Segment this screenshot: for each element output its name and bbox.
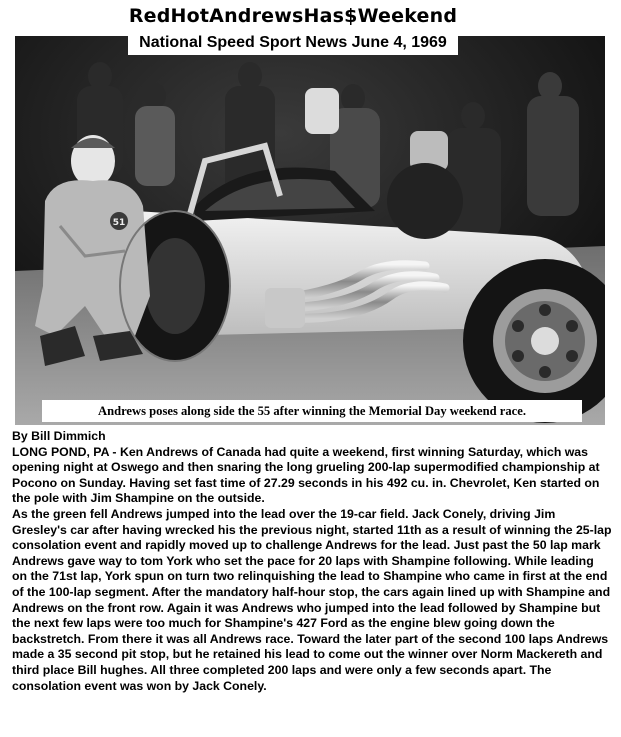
photo-illustration xyxy=(15,36,605,425)
race-photo xyxy=(15,36,605,425)
byline: By Bill Dimmich xyxy=(12,429,106,443)
article-paragraph: As the green fell Andrews jumped into the lead over the 19-car field. Jack Conely, driving Jim Gresley's car after having wrecked his the previous night, started 11th as a result of winning the 25-lap consolation event and rapidly moved up to challenge Andrews for the lead. Just past the 50 lap mark Andrews gave way to tom York who set the pace for 20 laps with Shampine following. While leading on the 71st lap, York spun on turn two relinquishing the lead to Shampine who came in first at the end of the 100-lap segment. After the mandatory half-hour stop, the cars again lined up with Shampine and Andrews on the front row. Again it was Andrews who jumped into the lead followed by Shampine but the next few laps were too much for Shampine's 427 Ford as the engine blew going down the backstretch. From there it was all Andrews race. Toward the later part of the second 100 laps Andrews made a 35 second pit stop, but he retained his lead to come out the winner over Norm Mackereth and third place Bill hughes. All three completed 200 laps and were only a few seconds apart. The consolation event was won by Jack Conely. xyxy=(12,506,612,693)
article-body xyxy=(12,429,612,694)
article-paragraph: LONG POND, PA - Ken Andrews of Canada had quite a weekend, first winning Saturday, which was opening night at Oswego and then snaring the long grueling 200-lap supermodified championship at Pocono on Sunday. Having set fast time of 27.29 seconds in his 492 cu. in. Chevrolet, Ken started on the pole with Jim Shampine on the outside. xyxy=(12,444,600,506)
photo-caption: Andrews poses along side the 55 after winning the Memorial Day weekend race. xyxy=(42,400,582,422)
headline: RedHotAndrewsHas$Weekend xyxy=(128,5,458,27)
source-dateline: National Speed Sport News June 4, 1969 xyxy=(128,31,458,55)
jacket-patch-text: 51 xyxy=(112,218,126,228)
